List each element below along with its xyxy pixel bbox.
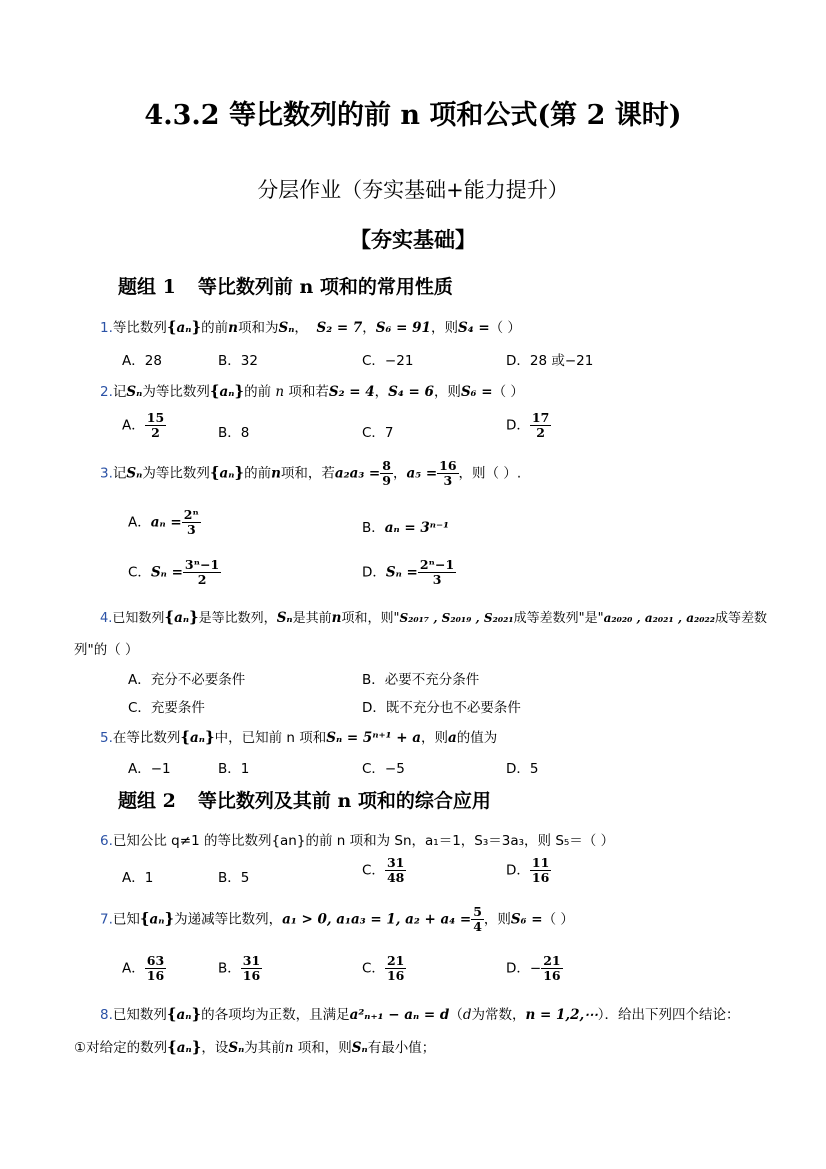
question-8-statement-1: ①对给定的数列{aₙ}，设Sₙ为其前n 项和，则Sₙ有最小值； [74, 1038, 436, 1056]
q3-option-c[interactable]: C．Sₙ = $\frac{\text{3ⁿ−1}}{2}$ [128, 557, 220, 587]
q2-option-c[interactable]: C．7 [362, 425, 394, 441]
q5-option-c[interactable]: C．−5 [362, 761, 405, 777]
q7-option-d[interactable]: D．− $\frac{21}{16}$ [506, 953, 561, 983]
q6-option-a[interactable]: A．1 [122, 870, 154, 886]
section-heading: 【夯实基础】 [350, 227, 476, 252]
q7-option-c[interactable]: C． $\frac{21}{16}$ [362, 953, 405, 983]
fraction: $\frac{17}{2}$ [531, 410, 550, 440]
fraction: $\frac{31}{48}$ [386, 855, 405, 885]
q2-option-d[interactable]: D． $\frac{17}{2}$ [506, 410, 550, 440]
group-title: 等比数列前 n 项和的常用性质 [197, 276, 453, 298]
question-4: 4.已知数列{aₙ}是等比数列，Sₙ是其前n项和，则"S₂₀₁₇ , S₂₀₁₉ , S₂₀₂₁成等差数列"是"a₂₀₂₀ , a₂₀₂₁ , a₂₀₂₂成等差数 [100, 608, 768, 626]
question-3: 3.记Sₙ为等比数列{aₙ}的前n项和，若a₂a₃ = $\frac{8}{9}$ ，a₅ = $\frac{16}{3}$ ，则（ ）. [100, 458, 522, 488]
question-number: 1. [100, 320, 113, 336]
q5-option-d[interactable]: D．5 [506, 761, 539, 777]
q4-option-d[interactable]: D．既不充分也不必要条件 [362, 700, 521, 716]
question-number: 2. [100, 384, 113, 400]
q1-option-c[interactable]: C．−21 [362, 353, 414, 369]
question-number: 5. [100, 730, 113, 746]
fraction: $\frac{\text{2ⁿ−1}}{3}$ [419, 557, 455, 587]
question-2: 2.记Sₙ为等比数列{aₙ}的前 n 项和若S₂ = 4，S₄ = 6，则S₆ =（ ） [100, 382, 524, 400]
question-number: 7. [100, 911, 113, 928]
question-4-line-2: 列"的（ ） [74, 642, 139, 658]
q6-option-b[interactable]: B．5 [218, 870, 250, 886]
q4-option-b[interactable]: B．必要不充分条件 [362, 672, 480, 688]
q4-option-c[interactable]: C．充要条件 [128, 700, 205, 716]
group-label: 题组 2 [118, 790, 176, 812]
fraction: $\frac{15}{2}$ [146, 410, 165, 440]
fraction: $\frac{8}{9}$ [382, 458, 391, 488]
question-number: 8. [100, 1007, 113, 1023]
q7-option-b[interactable]: B． $\frac{31}{16}$ [218, 953, 261, 983]
q6-option-c[interactable]: C． $\frac{31}{48}$ [362, 855, 405, 885]
fraction: $\frac{21}{16}$ [386, 953, 405, 983]
q3-option-d[interactable]: D．Sₙ = $\frac{\text{2ⁿ−1}}{3}$ [362, 557, 455, 587]
q3-option-a[interactable]: A．aₙ = $\frac{\text{2ⁿ}}{3}$ [128, 507, 199, 537]
fraction: $\frac{16}{3}$ [439, 458, 457, 488]
q1-option-b[interactable]: B．32 [218, 353, 258, 369]
fraction: $\frac{11}{16}$ [531, 855, 550, 885]
group-2-heading [118, 786, 491, 813]
q7-option-a[interactable]: A． $\frac{63}{16}$ [122, 953, 165, 983]
question-number: 3. [100, 465, 113, 482]
question-number: 6. [100, 833, 113, 849]
question-5: 5.在等比数列{aₙ}中，已知前 n 项和Sₙ = 5ⁿ⁺¹ + a，则a的值为 [100, 728, 498, 746]
q3-option-b[interactable]: B．aₙ = 3ⁿ⁻¹ [362, 520, 450, 536]
q5-option-b[interactable]: B．1 [218, 761, 250, 777]
q1-option-d[interactable]: D．28 或−21 [506, 353, 594, 369]
q2-option-b[interactable]: B．8 [218, 425, 250, 441]
page-title: 4.3.2 等比数列的前 n 项和公式(第 2 课时) [144, 100, 682, 131]
question-1: 1.等比数列{aₙ}的前n项和为Sₙ， S₂ = 7，S₆ = 91，则S₄ =（ ） [100, 318, 521, 336]
question-number: 4. [100, 611, 113, 626]
question-6: 6.已知公比 q≠1 的等比数列{an}的前 n 项和为 Sn，a₁＝1，S₃＝3a₃，则 S₅＝（ ） [100, 833, 615, 849]
q1-option-a[interactable]: A．28 [122, 353, 162, 369]
question-8: 8.已知数列{aₙ}的各项均为正数，且满足a²ₙ₊₁ − aₙ = d（d为常数，n = 1,2,⋯）．给出下列四个结论： [100, 1005, 740, 1023]
fraction: $\frac{\text{2ⁿ}}{3}$ [183, 507, 199, 537]
fraction: $\frac{63}{16}$ [146, 953, 165, 983]
page-subtitle: 分层作业（夯实基础+能力提升） [257, 178, 569, 202]
fraction: $\frac{5}{4}$ [473, 904, 482, 934]
fraction: $\frac{\text{3ⁿ−1}}{2}$ [184, 557, 220, 587]
group-label: 题组 1 [118, 276, 176, 298]
fraction: $\frac{21}{16}$ [543, 953, 561, 983]
q4-option-a[interactable]: A．充分不必要条件 [128, 672, 246, 688]
q2-option-a[interactable]: A． $\frac{15}{2}$ [122, 410, 165, 440]
question-7: 7.已知{aₙ}为递减等比数列，a₁ > 0, a₁a₃ = 1, a₂ + a₄ = $\frac{5}{4}$ ，则S₆ =（ ） [100, 904, 574, 934]
group-1-heading [118, 272, 453, 299]
q6-option-d[interactable]: D． $\frac{11}{16}$ [506, 855, 550, 885]
fraction: $\frac{31}{16}$ [242, 953, 261, 983]
group-title: 等比数列及其前 n 项和的综合应用 [197, 790, 491, 812]
q5-option-a[interactable]: A．−1 [128, 761, 171, 777]
